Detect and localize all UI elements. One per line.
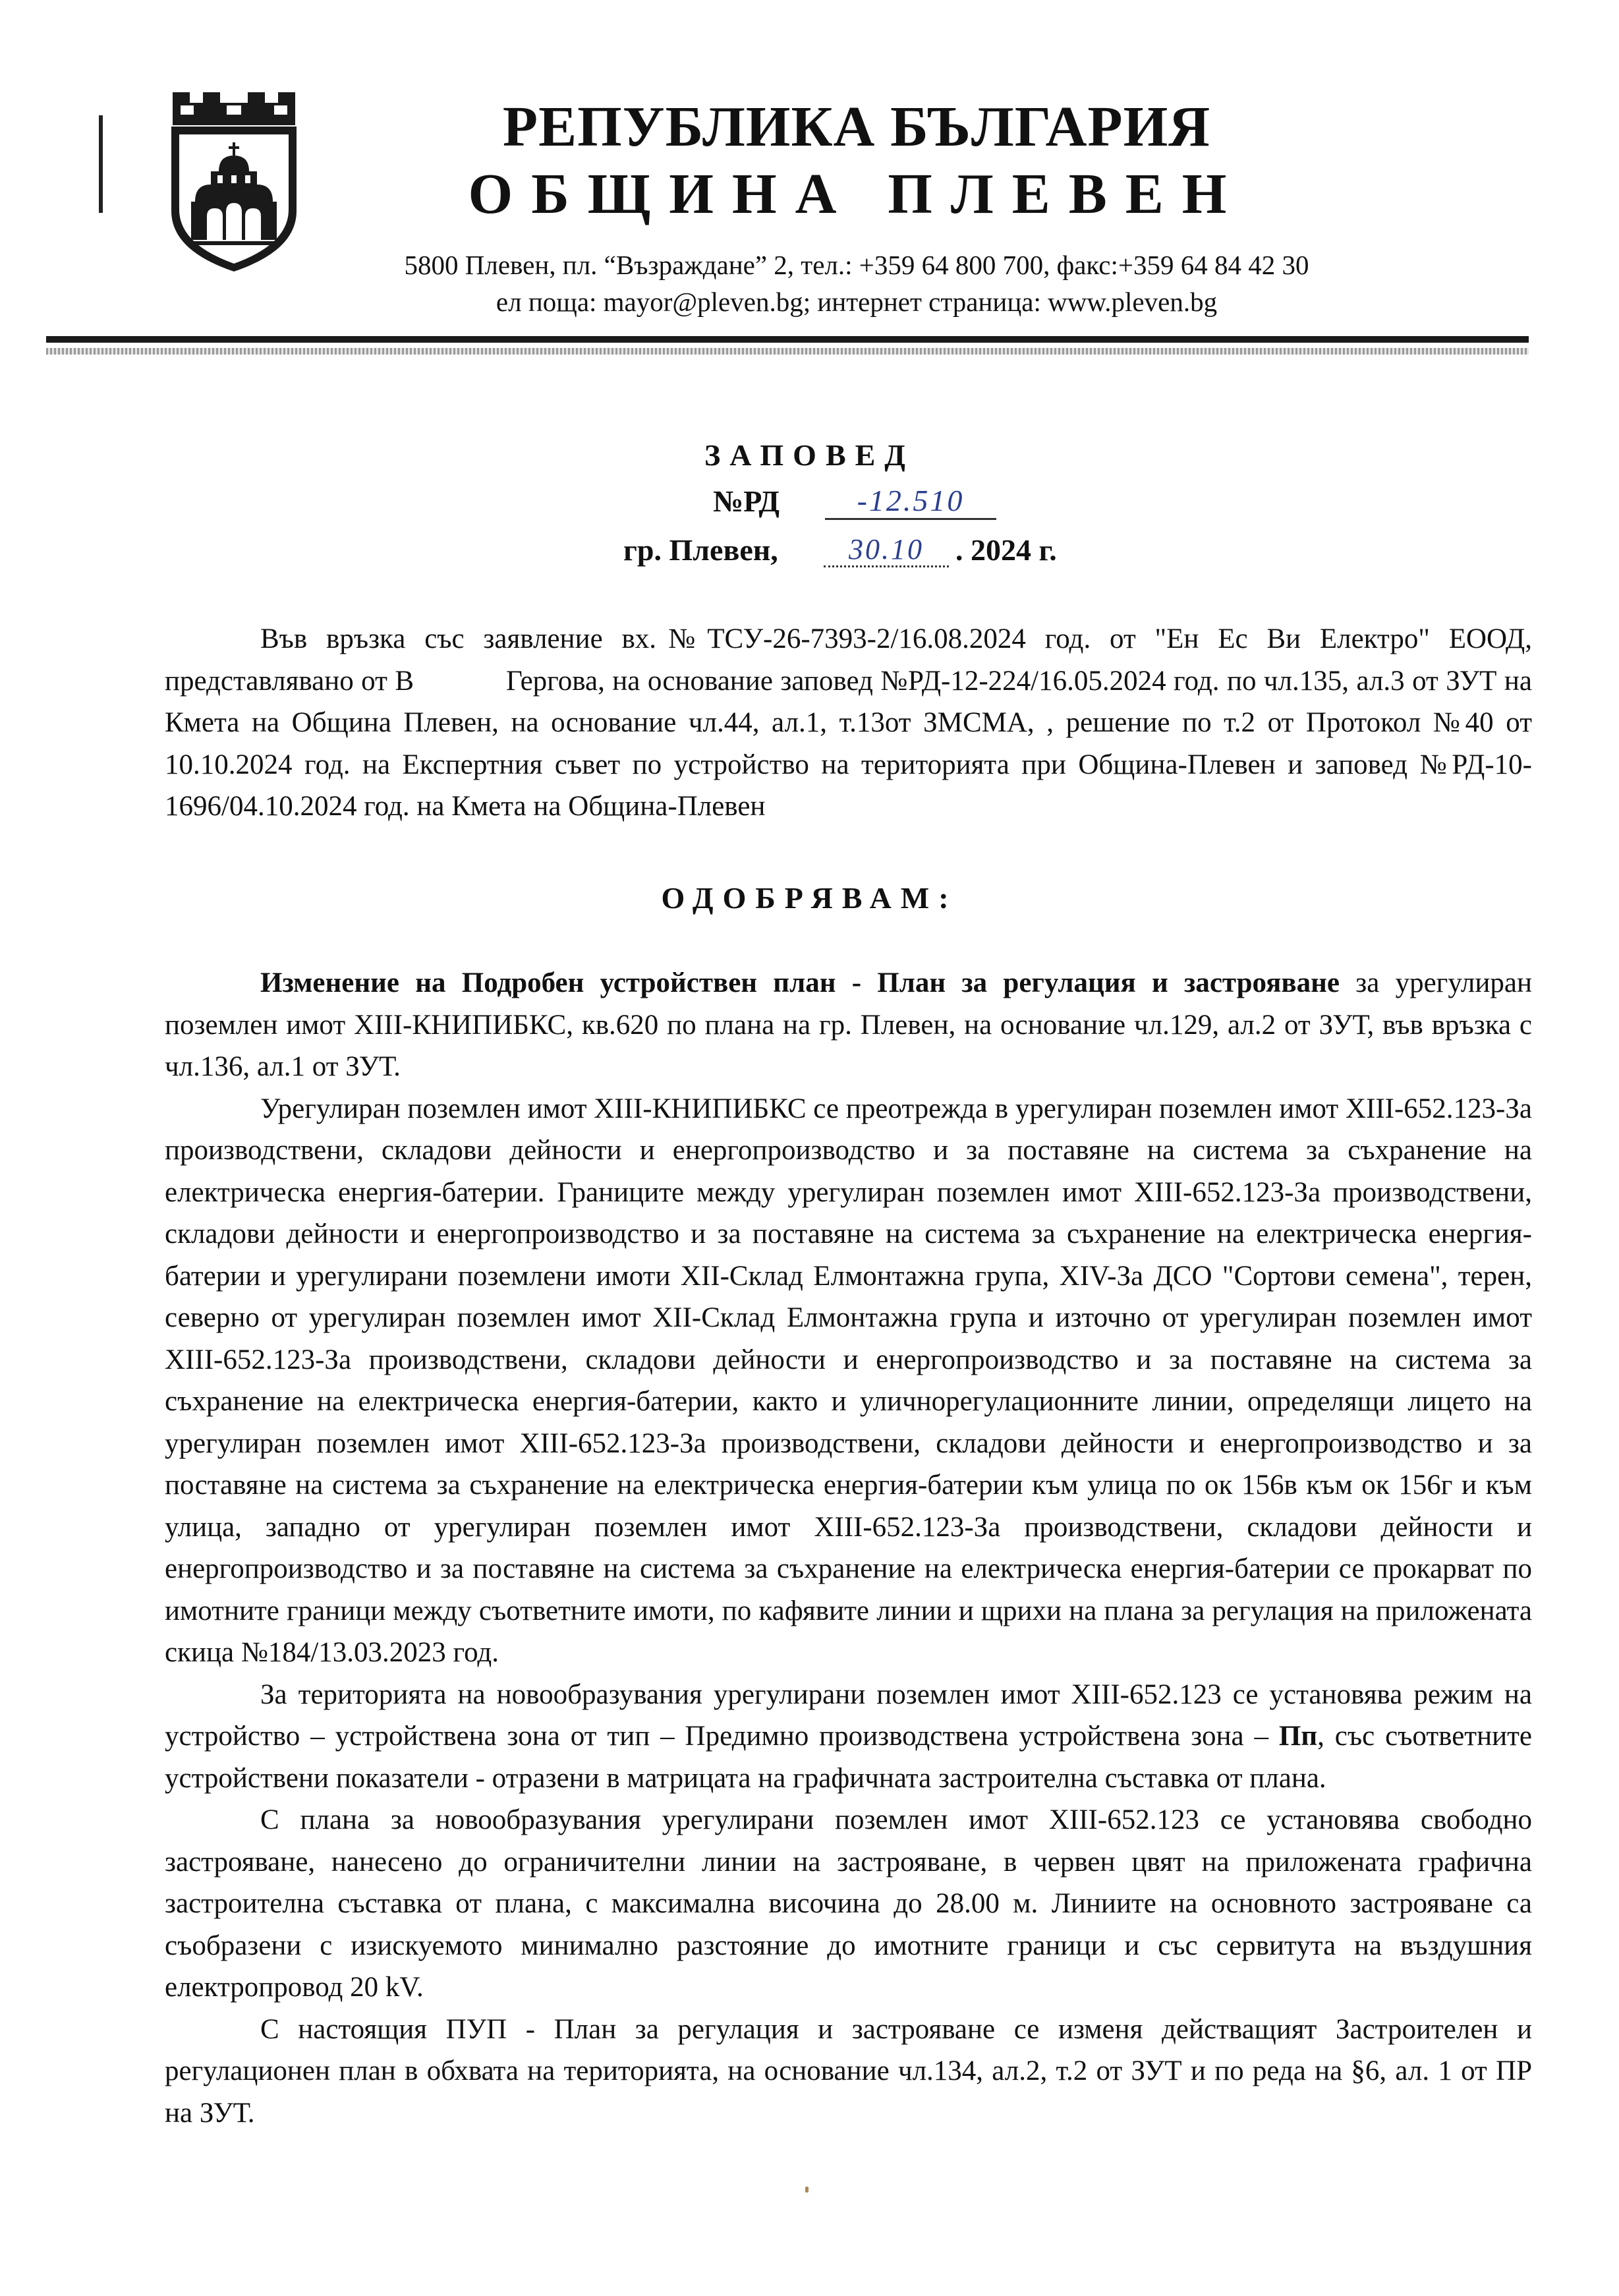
body-p1-text: за урегулиран поземлен имот XIII-КНИПИБКС, кв.620 по плана на гр. Плевен, на основание чл.129, ал.2 от ЗУТ, във връзка с чл.136, ал.1 от ЗУТ. (165, 967, 1532, 1082)
approve-heading: ОДОБРЯВАМ: (661, 881, 958, 915)
order-number-handwritten: -12.510 (825, 484, 996, 520)
header-title-municipality: ОБЩИНА ПЛЕВЕН (468, 161, 1245, 225)
margin-mark (99, 115, 103, 213)
order-title: ЗАПОВЕД (704, 438, 915, 472)
order-date-handwritten: 30.10 (824, 534, 949, 567)
preamble-text-b: Гергова, на основание заповед №РД-12-224/16.05.2024 год. по чл.135, ал.3 от ЗУТ на Кмета на Община Плевен, на основание чл.44, ал.1, т.13от ЗМСМА, , решение по т.2 от Протокол №40 от 10.10.2024 год. на Експертния съвет по устройство на територията при Община-Плевен и заповед №РД-10-1696/04.10.2024 год. на Кмета на Община-Плевен (165, 665, 1532, 822)
header-divider (46, 336, 1529, 343)
header-address: 5800 Плевен, пл. “Възраждане” 2, тел.: +359 64 800 700, факс:+359 64 84 42 30 (404, 250, 1309, 280)
body-p3-text-a: За територията на новообразувания урегулирани поземлен имот XIII-652.123 се установява режим на устройство – устройствена зона от тип – Предимно производствена устройствена зона – (165, 1679, 1532, 1752)
header-title-republic: РЕПУБЛИКА БЪЛГАРИЯ (502, 94, 1211, 158)
body-p1-bold: Изменение на Подробен устройствен план - План за регулация и застрояване (260, 967, 1340, 998)
body-paragraph-1 (165, 962, 1532, 1088)
scan-speck (805, 2187, 809, 2193)
preamble-text-a: Във връзка със заявление вх.№ТСУ-26-7393-2/16.08.2024 год. от "Ен Ес Ви Електро" ЕООД, представлявано от В (165, 623, 1532, 697)
body-paragraph-2: Урегулиран поземлен имот XIII-КНИПИБКС се преотрежда в урегулиран поземлен имот XIII-652.123-За производствени, складови дейности и енергопроизводство и за поставяне на система за съхранение на електрическа енергия-батерии. Границите между урегулиран поземлен имот XIII-652.123-За производствени, складови дейности и енергопроизводство и за поставяне на система за съхранение на електрическа енергия-батерии и урегулирани поземлени имоти XII-Склад Елмонтажна група, XIV-За ДСО "Сортови семена", терен, северно от урегулиран поземлен имот XII-Склад Елмонтажна група и източно от урегулиран поземлен имот XIII-652.123-За производствени, складови дейности и енергопроизводство и за поставяне на система за съхранение на електрическа енергия-батерии, както и уличнорегулационните линии, определящи лицето на урегулиран поземлен имот XIII-652.123-За производствени, складови дейности и енергопроизводство и за поставяне на система за съхранение на електрическа енергия-батерии към улица по ок 156в към ок 156г и към улица, западно от урегулиран поземлен имот XIII-652.123-За производствени, складови дейности и енергопроизводство и за поставяне на система за съхранение на електрическа енергия-батерии се прокарват по имотните граници между съответните имоти, по кафявите линии и щрихи на плана за регулация на приложената скица №184/13.03.2023 год. (165, 1093, 1532, 1668)
header-contacts: ел поща: mayor@pleven.bg; интернет страница: www.pleven.bg (496, 287, 1218, 317)
preamble-paragraph (165, 618, 1532, 828)
order-year: . 2024 г. (955, 533, 1057, 567)
body-p3-bold: Пп (1278, 1721, 1318, 1752)
body-paragraph-4: С плана за новообразувания урегулирани поземлен имот XIII-652.123 се установява свободно застрояване, нанесено до ограничителни линии на застрояване, в червен цвят на приложената графична застроителна съставка от плана, с максимална височина до 28.00 м. Линиите на основното застрояване са съобразени с изискуемото минимално разстояние до имотните граници и със сервитута на въздушния електропровод 20 kV. (165, 1804, 1532, 2003)
order-number-label: №РД (713, 484, 780, 518)
body-paragraph-3 (165, 1674, 1532, 1800)
body-p3-text-b: , със съответните устройствени показатели - отразени в матрицата на графичната застроителна съставка от плана. (165, 1721, 1532, 1794)
body-paragraph-5: С настоящия ПУП - План за регулация и застрояване се изменя действащият Застроителен и регулационен план в обхвата на територията, на основание чл.134, ал.2, т.2 от ЗУТ и по реда на §6, ал. 1 от ПР на ЗУТ. (165, 2013, 1532, 2129)
header-divider-hatched (46, 348, 1529, 355)
pleven-crest-icon (165, 79, 303, 277)
order-body (165, 962, 1532, 2134)
order-place-label: гр. Плевен, (623, 533, 778, 567)
